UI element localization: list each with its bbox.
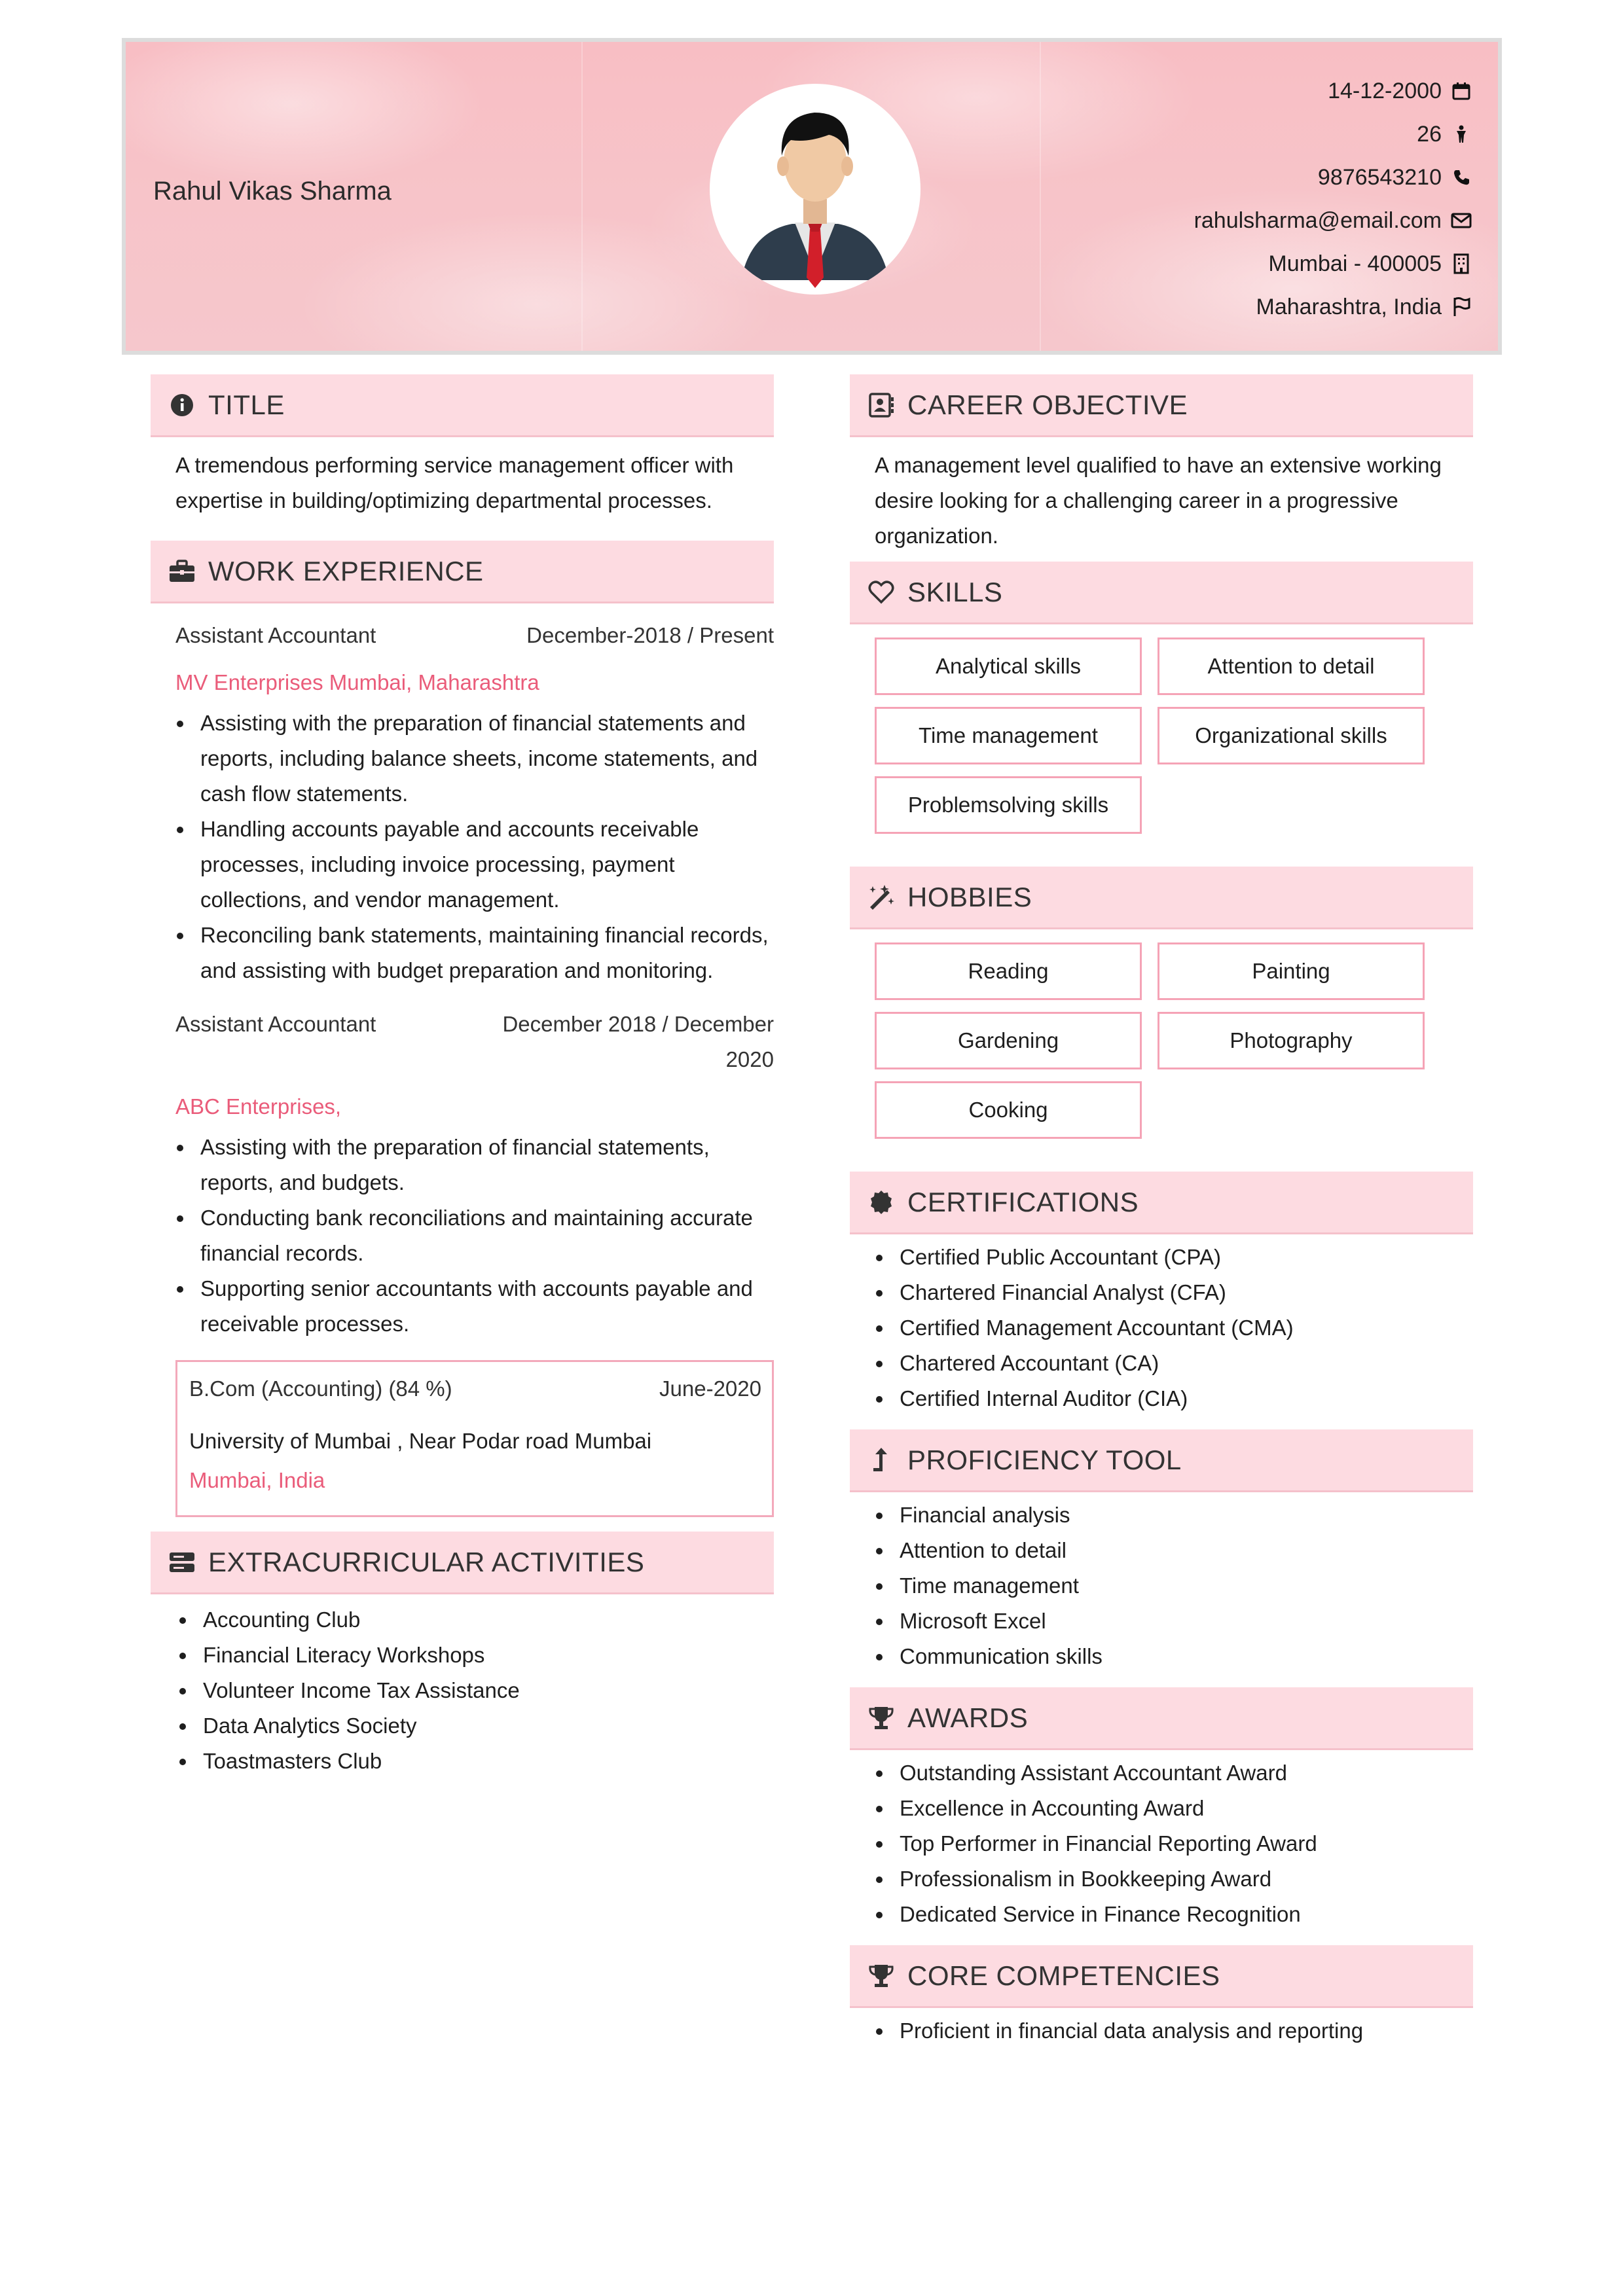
job-header xyxy=(151,618,774,653)
list-item: Dedicated Service in Finance Recognition xyxy=(900,1897,1473,1932)
hobby-chip: Reading xyxy=(875,942,1142,1000)
hobby-chip: Cooking xyxy=(875,1081,1142,1139)
list-item: Assisting with the preparation of financial statements and reports, including balance sheets, income statements, and cash flow statements. xyxy=(200,706,774,812)
extracurricular-list xyxy=(151,1602,774,1779)
list-item: Financial analysis xyxy=(900,1498,1473,1533)
education-header xyxy=(189,1371,761,1407)
education-location: Mumbai, India xyxy=(189,1468,325,1492)
competencies-list xyxy=(850,2013,1473,2049)
candidate-name: Rahul Vikas Sharma xyxy=(153,177,392,206)
list-item: Microsoft Excel xyxy=(900,1604,1473,1639)
section-title: TITLE xyxy=(208,389,285,420)
section-header-skills xyxy=(850,562,1473,624)
list-item: Certified Public Accountant (CPA) xyxy=(900,1240,1473,1275)
phone-text: 9876543210 xyxy=(1317,164,1442,190)
list-item: Supporting senior accountants with accounts payable and receivable processes. xyxy=(200,1271,774,1342)
job-company: MV Enterprises Mumbai, Maharashtra xyxy=(175,670,539,694)
section-title: SKILLS xyxy=(907,576,1003,607)
list-item: Handling accounts payable and accounts receivable processes, including invoice processing, payment collections, and vendor management. xyxy=(200,812,774,918)
section-header-core-competencies xyxy=(850,1945,1473,2008)
job-role: Assistant Accountant xyxy=(175,1012,376,1036)
info-circle-icon xyxy=(168,391,196,420)
list-item: Accounting Club xyxy=(203,1602,774,1638)
right-column xyxy=(850,374,1473,2049)
list-item: Professionalism in Bookkeeping Award xyxy=(900,1861,1473,1897)
hobby-chip: Photography xyxy=(1158,1012,1425,1069)
job-header xyxy=(151,1007,774,1077)
list-item: Proficient in financial data analysis and reporting xyxy=(900,2013,1473,2049)
list-item: Certified Management Accountant (CMA) xyxy=(900,1310,1473,1346)
list-item: Assisting with the preparation of financial statements, reports, and budgets. xyxy=(200,1130,774,1200)
section-title: PROFICIENCY TOOL xyxy=(907,1444,1182,1475)
server-stack-icon xyxy=(168,1548,196,1577)
list-item: Reconciling bank statements, maintaining financial records, and assisting with budget preparation and monitoring. xyxy=(200,918,774,988)
title-summary: A tremendous performing service management officer with expertise in building/optimizing departmental processes. xyxy=(175,453,734,512)
education-university: University of Mumbai , Near Podar road Mumbai xyxy=(189,1429,652,1453)
hobbies-chips xyxy=(850,929,1473,1152)
age-text: 26 xyxy=(1417,121,1442,147)
certificate-badge-icon xyxy=(867,1188,896,1217)
skill-chip: Attention to detail xyxy=(1158,637,1425,695)
contact-card-icon xyxy=(867,391,896,420)
list-item: Outstanding Assistant Accountant Award xyxy=(900,1755,1473,1791)
heart-icon xyxy=(867,578,896,607)
trophy-icon xyxy=(867,1704,896,1732)
section-header-awards xyxy=(850,1687,1473,1750)
header-background-seam xyxy=(581,42,583,351)
level-up-arrow-icon xyxy=(867,1446,896,1475)
building-icon xyxy=(1448,253,1474,275)
job-entry xyxy=(151,1007,774,1342)
contact-region xyxy=(1194,285,1474,329)
list-item: Data Analytics Society xyxy=(203,1708,774,1744)
section-title: WORK EXPERIENCE xyxy=(208,555,484,586)
job-entry xyxy=(151,618,774,988)
job-date: December 2018 / December 2020 xyxy=(502,1012,774,1071)
job-date: December-2018 / Present xyxy=(526,623,774,647)
section-header-career-objective xyxy=(850,374,1473,437)
briefcase-icon xyxy=(168,557,196,586)
contact-dob xyxy=(1194,69,1474,113)
section-header-certifications xyxy=(850,1172,1473,1234)
job-company: ABC Enterprises, xyxy=(175,1094,342,1119)
skill-chip: Organizational skills xyxy=(1158,707,1425,764)
proficiency-list xyxy=(850,1498,1473,1674)
phone-icon xyxy=(1448,166,1474,188)
list-item: Financial Literacy Workshops xyxy=(203,1638,774,1673)
region-text: Maharashtra, India xyxy=(1256,294,1442,319)
list-item: Communication skills xyxy=(900,1639,1473,1674)
list-item: Certified Internal Auditor (CIA) xyxy=(900,1381,1473,1416)
resume-header xyxy=(122,38,1502,355)
list-item: Toastmasters Club xyxy=(203,1744,774,1779)
list-item: Excellence in Accounting Award xyxy=(900,1791,1473,1826)
contact-age xyxy=(1194,113,1474,156)
city-text: Mumbai - 400005 xyxy=(1268,251,1442,276)
avatar xyxy=(710,84,921,295)
objective-text: A management level qualified to have an extensive working desire looking for a challenging career in a progressive organization. xyxy=(875,453,1442,548)
section-header-proficiency xyxy=(850,1429,1473,1492)
education-date: June-2020 xyxy=(659,1376,761,1401)
skills-chips xyxy=(850,624,1473,847)
job-bullets xyxy=(151,706,774,988)
skill-chip: Time management xyxy=(875,707,1142,764)
left-column xyxy=(151,374,774,1779)
hobby-chip: Painting xyxy=(1158,942,1425,1000)
list-item: Volunteer Income Tax Assistance xyxy=(203,1673,774,1708)
job-bullets xyxy=(151,1130,774,1342)
section-title: HOBBIES xyxy=(907,881,1032,912)
list-item: Time management xyxy=(900,1568,1473,1604)
skill-chip: Problemsolving skills xyxy=(875,776,1142,834)
list-item: Chartered Financial Analyst (CFA) xyxy=(900,1275,1473,1310)
job-role: Assistant Accountant xyxy=(175,623,376,647)
section-header-work-experience xyxy=(151,541,774,603)
list-item: Top Performer in Financial Reporting Award xyxy=(900,1826,1473,1861)
envelope-icon xyxy=(1448,209,1474,232)
trophy-icon xyxy=(867,1962,896,1990)
list-item: Attention to detail xyxy=(900,1533,1473,1568)
awards-list xyxy=(850,1755,1473,1932)
section-header-title xyxy=(151,374,774,437)
magic-wand-icon xyxy=(867,883,896,912)
section-title: CAREER OBJECTIVE xyxy=(907,389,1188,420)
section-header-extracurricular xyxy=(151,1532,774,1594)
contact-email xyxy=(1194,199,1474,242)
section-title: CORE COMPETENCIES xyxy=(907,1960,1220,1991)
certifications-list xyxy=(850,1240,1473,1416)
calendar-icon xyxy=(1448,80,1474,102)
education-card xyxy=(175,1360,774,1517)
section-title: CERTIFICATIONS xyxy=(907,1186,1139,1217)
section-title: EXTRACURRICULAR ACTIVITIES xyxy=(208,1546,645,1577)
flag-icon xyxy=(1448,296,1474,318)
contact-list xyxy=(1194,69,1474,329)
email-text: rahulsharma@email.com xyxy=(1194,207,1442,233)
contact-city xyxy=(1194,242,1474,285)
list-item: Conducting bank reconciliations and maintaining accurate financial records. xyxy=(200,1200,774,1271)
contact-phone xyxy=(1194,156,1474,199)
section-title: AWARDS xyxy=(907,1702,1029,1733)
dob-text: 14-12-2000 xyxy=(1328,78,1442,103)
skill-chip: Analytical skills xyxy=(875,637,1142,695)
avatar-illustration xyxy=(710,84,921,295)
hobby-chip: Gardening xyxy=(875,1012,1142,1069)
section-header-hobbies xyxy=(850,867,1473,929)
person-age-icon xyxy=(1448,123,1474,145)
header-background-seam xyxy=(1040,42,1041,351)
education-degree: B.Com (Accounting) (84 %) xyxy=(189,1376,452,1401)
list-item: Chartered Accountant (CA) xyxy=(900,1346,1473,1381)
